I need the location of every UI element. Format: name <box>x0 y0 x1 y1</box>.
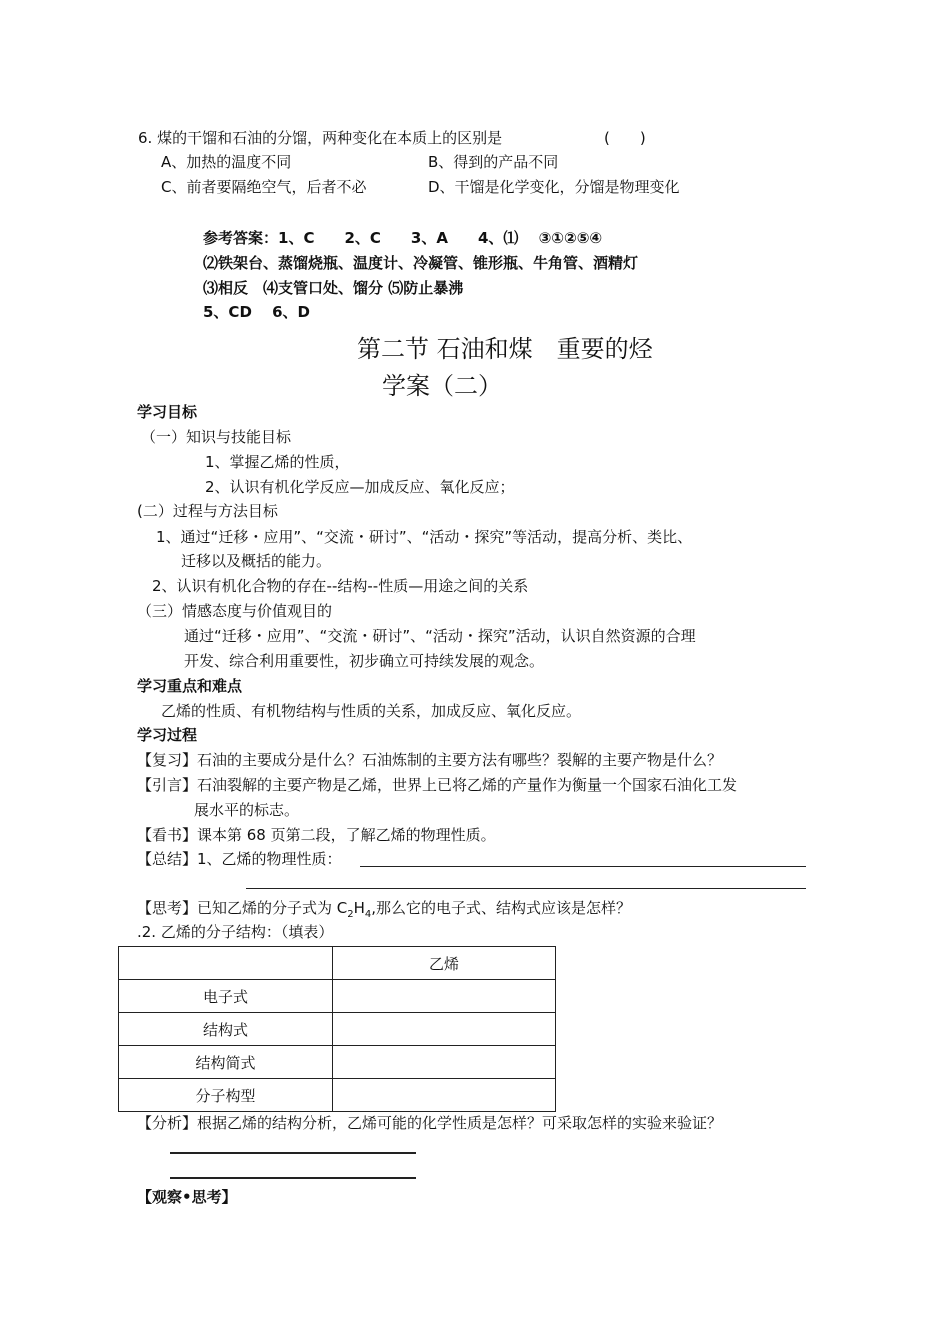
q6-option-d: D、干馏是化学变化，分馏是物理变化 <box>428 178 680 196</box>
q6-option-c: C、前者要隔绝空气，后者不必 <box>161 178 367 196</box>
process-method-heading: (二）过程与方法目标 <box>137 502 278 520</box>
table-row <box>119 1079 556 1112</box>
table-row <box>119 1046 556 1079</box>
process-heading: 学习过程 <box>137 726 198 744</box>
focus-text: 乙烯的性质、有机物结构与性质的关系，加成反应、氧化反应。 <box>161 702 582 720</box>
table-row <box>119 947 556 980</box>
table-header-cell <box>119 947 333 980</box>
section-subtitle: 学案（二） <box>382 372 502 400</box>
process-item-1b: 迁移以及概括的能力。 <box>181 552 332 570</box>
table-row-label: 分子构型 <box>119 1079 333 1112</box>
think-line: 【思考】已知乙烯的分子式为 $C_2H_4$,那么它的电子式、结构式应该是怎样？ <box>137 899 632 920</box>
summary-line: 【总结】1、乙烯的物理性质： <box>137 850 342 868</box>
table-header-cell: 乙烯 <box>333 947 556 980</box>
table-answer-cell[interactable] <box>333 1013 556 1046</box>
q6-answer-paren: ( ) <box>604 129 646 147</box>
emotion-heading: （三）情感态度与价值观目的 <box>137 602 333 620</box>
table-answer-cell[interactable] <box>333 1046 556 1079</box>
analysis-answer-line-1[interactable] <box>170 1152 416 1154</box>
ethylene-structure-table <box>118 946 556 1112</box>
answers-line-1: 参考答案：1、C 2、C 3、A 4、⑴ ③①②⑤④ <box>203 229 603 247</box>
table-row <box>119 1013 556 1046</box>
q6-option-b: B、得到的产品不同 <box>428 153 559 171</box>
table-answer-cell[interactable] <box>333 980 556 1013</box>
review-line: 【复习】石油的主要成分是什么？石油炼制的主要方法有哪些？裂解的主要产物是什么？ <box>137 751 723 769</box>
observe-heading: 【观察•思考】 <box>137 1188 237 1206</box>
intro-line-a: 【引言】石油裂解的主要产物是乙烯，世界上已将乙烯的产量作为衡量一个国家石油化工发 <box>137 776 738 794</box>
structure-caption: .2. 乙烯的分子结构：（填表） <box>137 923 334 941</box>
process-item-1a: 1、通过“迁移・应用”、“交流・研讨”、“活动・探究”等活动，提高分析、类比、 <box>156 528 693 546</box>
answers-line-4: 5、CD 6、D <box>203 303 311 321</box>
emotion-item-a: 通过“迁移・应用”、“交流・研讨”、“活动・探究”活动，认识自然资源的合理 <box>184 627 696 645</box>
summary-answer-line-1[interactable] <box>360 866 806 867</box>
summary-answer-line-2[interactable] <box>246 888 806 889</box>
q6-option-a: A、加热的温度不同 <box>161 153 292 171</box>
analysis-answer-line-2[interactable] <box>170 1177 416 1179</box>
answers-line-2: ⑵铁架台、蒸馏烧瓶、温度计、冷凝管、锥形瓶、牛角管、酒精灯 <box>203 254 639 272</box>
q6-stem: 6. 煤的干馏和石油的分馏，两种变化在本质上的区别是 <box>138 129 503 147</box>
knowledge-heading: （一）知识与技能目标 <box>141 428 292 446</box>
knowledge-item-1: 1、掌握乙烯的性质， <box>205 453 350 471</box>
focus-heading: 学习重点和难点 <box>137 677 243 695</box>
table-row <box>119 980 556 1013</box>
table-row-label: 结构简式 <box>119 1046 333 1079</box>
table-row-label: 结构式 <box>119 1013 333 1046</box>
analysis-line: 【分析】根据乙烯的结构分析，乙烯可能的化学性质是怎样？可采取怎样的实验来验证？ <box>137 1114 723 1132</box>
answers-line-3: ⑶相反 ⑷支管口处、馏分 ⑸防止暴沸 <box>203 279 464 297</box>
table-row-label: 电子式 <box>119 980 333 1013</box>
objectives-heading: 学习目标 <box>137 403 198 421</box>
emotion-item-b: 开发、综合利用重要性，初步确立可持续发展的观念。 <box>184 652 545 670</box>
process-item-2: 2、认识有机化合物的存在--结构--性质—用途之间的关系 <box>152 577 529 595</box>
read-line: 【看书】课本第 68 页第二段，了解乙烯的物理性质。 <box>137 826 496 844</box>
table-answer-cell[interactable] <box>333 1079 556 1112</box>
intro-line-b: 展水平的标志。 <box>194 801 300 819</box>
knowledge-item-2: 2、认识有机化学反应—加成反应、氧化反应； <box>205 478 515 496</box>
section-title: 第二节 石油和煤 重要的烃 <box>357 335 653 363</box>
